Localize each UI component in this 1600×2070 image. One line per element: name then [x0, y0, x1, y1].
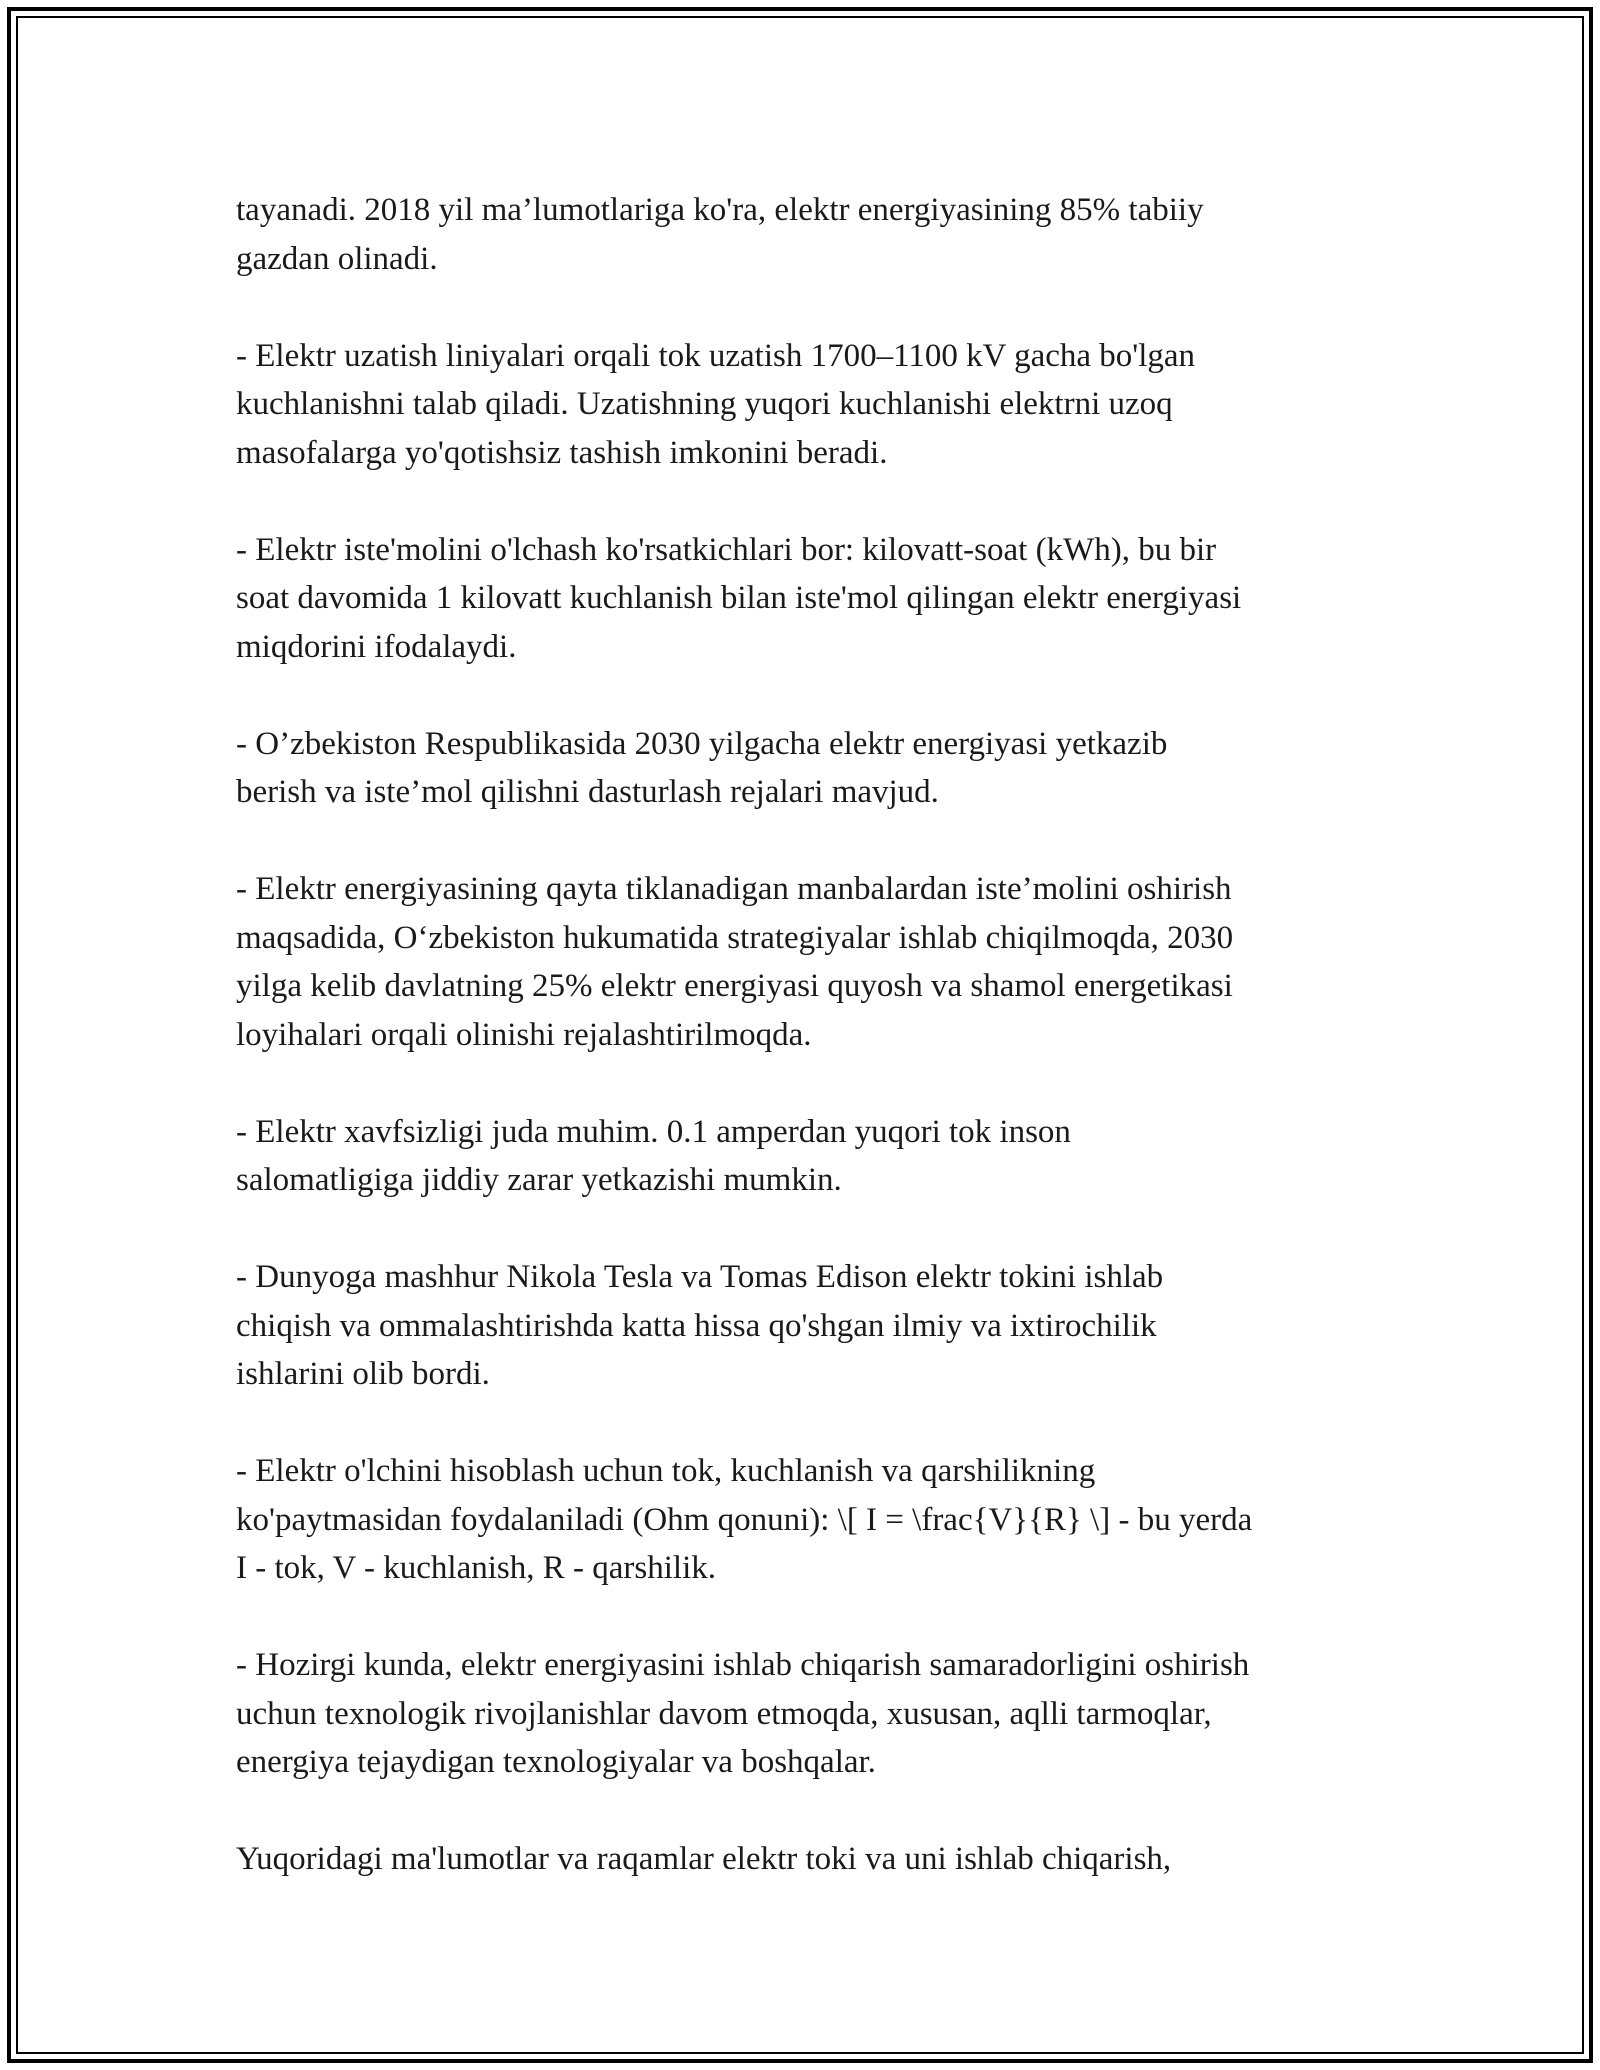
- text-line: uchun texnologik rivojlanishlar davom etmoqda, xususan, aqlli tarmoqlar,: [236, 1695, 1212, 1732]
- text-line: maqsadida, O‘zbekiston hukumatida strategiyalar ishlab chiqilmoqda, 2030: [236, 919, 1234, 956]
- text-line: - Elektr iste'molini o'lchash ko'rsatkichlari bor: kilovatt-soat (kWh), bu bir: [236, 531, 1217, 568]
- text-line: Yuqoridagi ma'lumotlar va raqamlar elektr toki va uni ishlab chiqarish,: [236, 1841, 1172, 1877]
- text-line: I - tok, V - kuchlanish, R - qarshilik.: [236, 1550, 716, 1586]
- paragraph-uzbekistan-plans: [236, 720, 1376, 817]
- text-line: ishlarini olib bordi.: [236, 1356, 490, 1392]
- paragraph-conclusion: [236, 1835, 1376, 1884]
- text-line: - Dunyoga mashhur Nikola Tesla va Tomas Edison elektr tokini ishlab: [236, 1259, 1164, 1295]
- text-line: yilga kelib davlatning 25% elektr energiyasi quyosh va shamol energetikasi: [236, 968, 1233, 1004]
- text-line: soat davomida 1 kilovatt kuchlanish bilan iste'mol qilingan elektr energiyasi: [236, 580, 1242, 616]
- paragraph-renewables-strategy: [236, 865, 1376, 1059]
- paragraph-transmission-lines: [236, 332, 1376, 478]
- text-line: miqdorini ifodalaydi.: [236, 628, 517, 665]
- text-line: loyihalari orqali olinishi rejalashtirilmoqda.: [236, 1016, 812, 1053]
- paragraph-consumption-metrics: [236, 526, 1376, 672]
- paragraph-electrical-safety: [236, 1108, 1376, 1205]
- text-line: salomatligiga jiddiy zarar yetkazishi mumkin.: [236, 1162, 842, 1198]
- text-line: ko'paytmasidan foydalaniladi (Ohm qonuni): \[ I = \frac{V}{R} \] - bu yerda: [236, 1501, 1253, 1538]
- text-line: - Elektr xavfsizligi juda muhim. 0.1 amperdan yuqori tok inson: [236, 1113, 1071, 1150]
- text-line: berish va iste’mol qilishni dasturlash rejalari mavjud.: [236, 774, 939, 810]
- text-line: - Hozirgi kunda, elektr energiyasini ishlab chiqarish samaradorligini oshirish: [236, 1647, 1250, 1683]
- paragraph-tesla-edison: [236, 1253, 1376, 1399]
- text-line: - Elektr uzatish liniyalari orqali tok uzatish 1700–1100 kV gacha bo'lgan: [236, 337, 1196, 374]
- text-line: gazdan olinadi.: [236, 240, 438, 277]
- document-body: [236, 186, 1376, 1932]
- text-line: - O’zbekiston Respublikasida 2030 yilgacha elektr energiyasi yetkazib: [236, 725, 1168, 762]
- text-line: - Elektr energiyasining qayta tiklanadigan manbalardan iste’molini oshirish: [236, 871, 1232, 907]
- paragraph-ohm-law: [236, 1447, 1376, 1593]
- text-line: tayanadi. 2018 yil ma’lumotlariga ko'ra, elektr energiyasining 85% tabiiy: [236, 192, 1204, 228]
- paragraph-efficiency-tech: [236, 1641, 1376, 1787]
- text-line: energiya tejaydigan texnologiyalar va boshqalar.: [236, 1744, 876, 1780]
- text-line: masofalarga yo'qotishsiz tashish imkonini beradi.: [236, 434, 888, 471]
- text-line: chiqish va ommalashtirishda katta hissa qo'shgan ilmiy va ixtirochilik: [236, 1307, 1157, 1344]
- text-line: kuchlanishni talab qiladi. Uzatishning yuqori kuchlanishi elektrni uzoq: [236, 386, 1173, 422]
- text-line: - Elektr o'lchini hisoblash uchun tok, kuchlanish va qarshilikning: [236, 1453, 1096, 1489]
- paragraph-gas-share: [236, 186, 1376, 283]
